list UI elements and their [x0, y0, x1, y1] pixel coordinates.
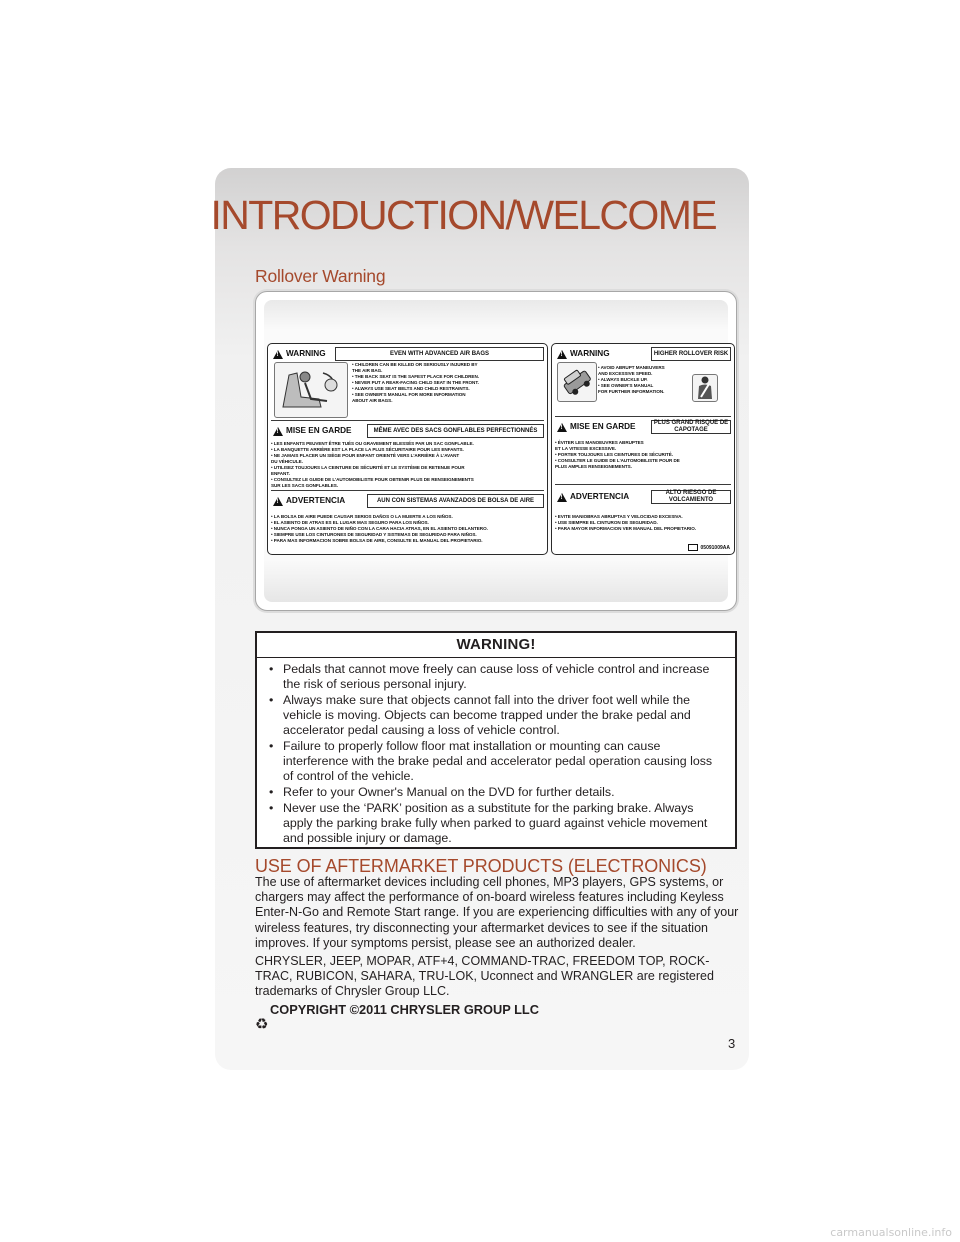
line: ENFANT. [271, 471, 290, 476]
line: • CHILDREN CAN BE KILLED OR SERIOUSLY INJURED BY [352, 362, 478, 367]
line: • ÉVITER LES MANOEUVRES ABRUPTES [555, 440, 644, 445]
aftermarket-heading: USE OF AFTERMARKET PRODUCTS (ELECTRONICS) [255, 856, 707, 876]
airbag-french-tag [271, 424, 356, 438]
rollover-spanish-tag [555, 490, 633, 504]
line: • LA BOLSA DE AIRE PUEDE CAUSAR SERIOS DAÑOS O LA MUERTE A LOS NIÑOS. [271, 514, 453, 519]
child-seat-icon [275, 363, 347, 417]
page-number: 3 [728, 1036, 736, 1051]
line: • PORTER TOUJOURS LES CEINTURES DE SÉCURITÉ. [555, 452, 674, 457]
bullet: • [269, 739, 274, 754]
rollover-english-tag [555, 347, 614, 361]
line: FOR FURTHER INFORMATION. [598, 389, 665, 394]
copyright-notice: COPYRIGHT ©2011 CHRYSLER GROUP LLC [270, 1002, 539, 1017]
divider [555, 416, 731, 417]
aftermarket-paragraph: The use of aftermarket devices including cell phones, MP3 players, GPS systems, or chargers may affect the performance of on-board wireless features including Keyless Enter-N-Go and Remote Start range. If you are experiencing difficulties with any of your wireless features, try disconnecting your aftermarket devices to see if the situation improves. If your symptoms persist, please see an authorized dealer. [255, 875, 739, 950]
line: • ALWAYS BUCKLE UP. [598, 377, 648, 382]
line: • SIEMPRE USE LOS CINTURONES DE SEGURIDAD Y SISTEMAS DE SEGURIDAD PARA NIÑOS. [271, 532, 477, 537]
line: • PARA MAYOR INFORMACION VER MANUAL DEL PROPIETARIO. [555, 526, 696, 531]
watermark: carmanualsonline.info [830, 1226, 952, 1239]
rollover-english-lines [598, 365, 665, 395]
rollover-french-tag-text: MISE EN GARDE [570, 422, 636, 431]
airbag-warning-band: EVEN WITH ADVANCED AIR BAGS [335, 347, 544, 361]
warning-triangle-icon [273, 497, 283, 506]
airbag-warning-english-lines [352, 362, 479, 404]
list-item [269, 785, 725, 800]
line: • CONSULTEZ LE GUIDE DE L'AUTOMOBILISTE POUR OBTENIR PLUS DE RENSEIGNEMENTS [271, 477, 474, 482]
bullet: • [269, 801, 274, 816]
warning-text: Pedals that cannot move freely can cause loss of vehicle control and increase the risk of serious personal injury. [283, 662, 710, 692]
line: • USE SIEMPRE EL CINTURON DE SEGURIDAD. [555, 520, 658, 525]
rollover-heading: Rollover Warning [255, 266, 386, 286]
line: • THE BACK SEAT IS THE SAFEST PLACE FOR CHILDREN. [352, 374, 479, 379]
airbag-warning-tag-text: WARNING [286, 349, 326, 358]
bullet: • [269, 662, 274, 676]
warning-triangle-icon [273, 350, 283, 359]
airbag-french-header [271, 424, 544, 439]
line: • LES ENFANTS PEUVENT ÊTRE TUÉS OU GRAVEMENT BLESSÉS PAR UN SAC GONFLABLE. [271, 441, 474, 446]
section-title: INTRODUCTION/WELCOME [210, 192, 716, 238]
airbag-warning-decal [267, 343, 548, 555]
warning-triangle-icon [273, 427, 283, 436]
divider [271, 490, 544, 491]
warning-triangle-icon [557, 350, 567, 359]
child-seat-pictogram [274, 362, 348, 418]
list-item [269, 693, 725, 738]
rollover-french-lines [555, 440, 680, 470]
label-backdrop [264, 300, 728, 602]
rollover-label-image [255, 291, 737, 611]
line: • UTILISEZ TOUJOURS LA CEINTURE DE SÉCURITÉ ET LE SYSTÈME DE RETENUE POUR [271, 465, 465, 470]
line: • NUNCA PONGA UN ASIENTO DE NIÑO CON LA CARA HACIA ATRAS, EN EL ASIENTO DELANTERO. [271, 526, 488, 531]
line: • EL ASIENTO DE ATRAS ES EL LUGAR MAS SEGURO PARA LOS NIÑOS. [271, 520, 429, 525]
list-item [269, 801, 725, 846]
rollover-warning-decal [551, 343, 735, 555]
rollover-spanish-band: ALTO RIESGO DE VOLCAMIENTO [651, 490, 731, 504]
rollover-english-header [555, 347, 731, 362]
decal-part-code-text: 05091009AA [700, 544, 730, 551]
line: PLUS AMPLES RENSEIGNEMENTS. [555, 464, 632, 469]
rollover-spanish-tag-text: ADVERTENCIA [570, 492, 630, 501]
rollover-english-tag-text: WARNING [570, 349, 610, 358]
line: THE AIR BAG. [352, 368, 383, 373]
airbag-warning-spanish-lines [271, 514, 488, 544]
warning-triangle-icon [557, 493, 567, 502]
bullet: • [269, 785, 274, 800]
rollover-french-tag [555, 420, 640, 434]
rollover-spanish-lines [555, 514, 696, 532]
airbag-warning-tag [271, 347, 330, 361]
divider [555, 484, 731, 485]
seat-belt-icon [693, 375, 717, 401]
rollover-spanish-header [555, 490, 731, 505]
decal-part-code [688, 544, 730, 551]
line: SUR LES SACS GONFLABLES. [271, 483, 338, 488]
divider [271, 420, 544, 421]
airbag-spanish-header [271, 494, 544, 509]
line: • PARA MAS INFORMACION SOBRE BOLSA DE AIRE, CONSULTE EL MANUAL DEL PROPIETARIO. [271, 538, 483, 543]
warning-list [269, 662, 725, 846]
list-item [269, 739, 725, 784]
recycle-icon: ♻ [255, 1016, 269, 1033]
airbag-warning-french-lines [271, 441, 474, 489]
trademarks-paragraph: CHRYSLER, JEEP, MOPAR, ATF+4, COMMAND-TRAC, FREEDOM TOP, ROCK-TRAC, RUBICON, SAHARA, TRU-LOK, Uconnect and WRANGLER are registered trademarks of Chrysler Group LLC. [255, 954, 714, 999]
warning-text: Failure to properly follow floor mat installation or mounting can cause interference with the brake pedal and accelerator pedal operation causing loss of control of the vehicle. [283, 739, 713, 784]
rollover-french-header [555, 420, 731, 435]
line: DU VÉHICULE. [271, 459, 303, 464]
line: • LA BANQUETTE ARRIÈRE EST LA PLACE LA PLUS SÉCURITAIRE POUR LES ENFANTS. [271, 447, 464, 452]
line: AND EXCESSIVE SPEED. [598, 371, 653, 376]
line: • AVOID ABRUPT MANEUVERS [598, 365, 665, 370]
airbag-french-band: MÊME AVEC DES SACS GONFLABLES PERFECTIONNÉS [367, 424, 544, 438]
warning-text: Never use the ‘PARK’ position as a substitute for the parking brake. Always apply the parking brake fully when parked to guard against vehicle movement and possible injury or damage. [283, 801, 708, 846]
airbag-warning-header [271, 347, 544, 362]
rollover-car-pictogram [557, 362, 597, 402]
line: • SEE OWNER'S MANUAL [598, 383, 654, 388]
warning-text: Refer to your Owner's Manual on the DVD for further details. [283, 785, 615, 800]
warning-box [255, 631, 737, 849]
line: ABOUT AIR BAGS. [352, 398, 393, 403]
line: • NE JAMAIS PLACER UN SIÈGE POUR ENFANT ORIENTÉ VERS L'ARRIÈRE À L'AVANT [271, 453, 460, 458]
warning-text: Always make sure that objects cannot fall into the driver foot well while the vehicle is moving. Objects can become trapped under the brake pedal and accelerator pedal causing a loss of vehicle control. [283, 692, 691, 738]
line: • NEVER PUT A REAR-FACING CHILD SEAT IN THE FRONT. [352, 380, 479, 385]
seat-belt-pictogram [692, 374, 718, 402]
line: • ALWAYS USE SEAT BELTS AND CHILD RESTRAINTS. [352, 386, 470, 391]
manual-page [210, 168, 749, 1070]
rollover-car-icon [558, 363, 596, 401]
line: ET LA VITESSE EXCESSIVE. [555, 446, 617, 451]
line: • CONSULTER LE GUIDE DE L'AUTOMOBILISTE POUR DE [555, 458, 680, 463]
airbag-spanish-tag-text: ADVERTENCIA [286, 496, 346, 505]
line: • EVITE MANIOBRAS ABRUPTAS Y VELOCIDAD EXCESIVA. [555, 514, 683, 519]
rollover-english-band: HIGHER ROLLOVER RISK [651, 347, 731, 361]
warning-triangle-icon [557, 423, 567, 432]
bullet: • [269, 692, 274, 707]
warning-title: WARNING! [257, 633, 735, 658]
list-item [269, 662, 725, 692]
airbag-spanish-band: AUN CON SISTEMAS AVANZADOS DE BOLSA DE AIRE [367, 494, 544, 508]
line: • SEE OWNER'S MANUAL FOR MORE INFORMATION [352, 392, 466, 397]
rollover-french-band: PLUS GRAND RISQUE DE CAPOTAGE [651, 420, 731, 434]
manual-book-icon [688, 544, 698, 551]
airbag-french-tag-text: MISE EN GARDE [286, 426, 352, 435]
airbag-spanish-tag [271, 494, 349, 508]
